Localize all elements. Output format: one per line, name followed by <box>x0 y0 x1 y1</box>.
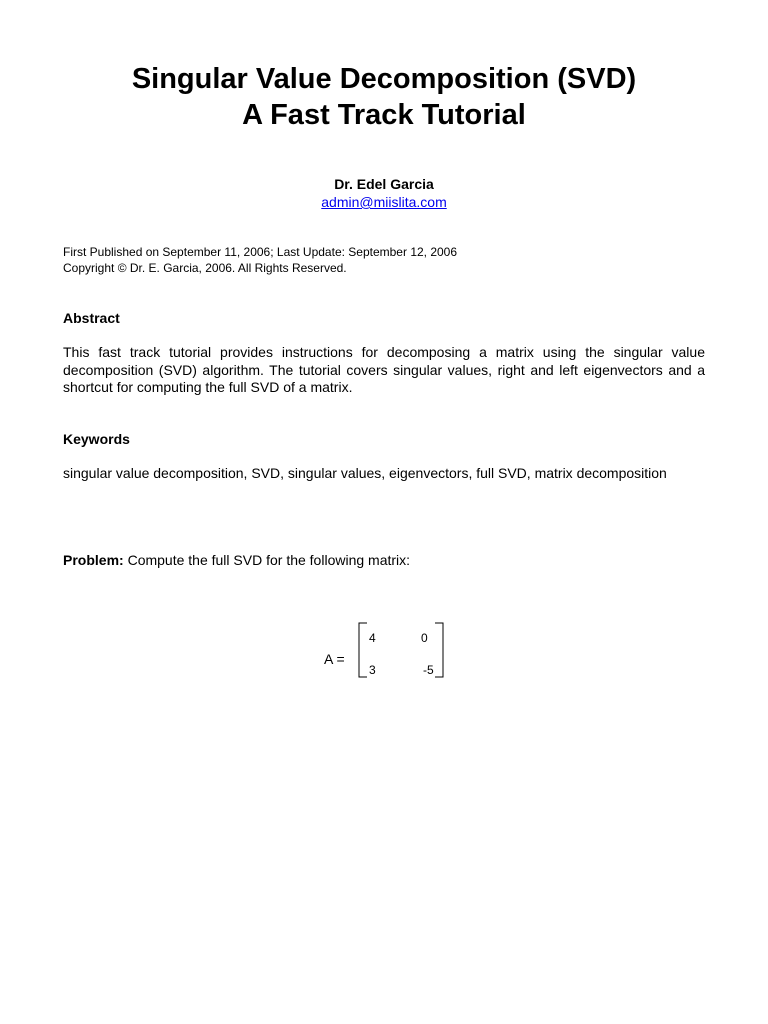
abstract-text: This fast track tutorial provides instructions for decomposing a matrix using the singular value decomposition (SVD) algorithm. The tutorial covers singular values, right and left eigenvectors and a shortcut for computing the full SVD of a matrix. <box>63 344 705 395</box>
publication-info: First Published on September 11, 2006; Last Update: September 12, 2006 <box>63 245 458 259</box>
author-email <box>0 193 768 211</box>
author-email-link[interactable]: admin@miislita.com <box>321 194 447 210</box>
author-name: Dr. Edel Garcia <box>334 176 434 192</box>
keywords-heading: Keywords <box>63 431 130 447</box>
matrix-label: A = <box>324 651 345 667</box>
matrix-cell-1-2: 0 <box>421 631 428 645</box>
keywords-text: singular value decomposition, SVD, singular values, eigenvectors, full SVD, matrix decomposition <box>63 465 667 481</box>
title-line-2: A Fast Track Tutorial <box>242 99 526 131</box>
copyright-notice: Copyright © Dr. E. Garcia, 2006. All Rights Reserved. <box>63 261 347 275</box>
problem-label: Problem: <box>63 552 124 568</box>
matrix-cell-1-1: 4 <box>369 631 376 645</box>
matrix-cell-2-1: 3 <box>369 663 376 677</box>
matrix-a <box>357 622 445 678</box>
title-line-1: Singular Value Decomposition (SVD) <box>131 63 637 95</box>
abstract-heading: Abstract <box>63 310 120 326</box>
matrix-cell-2-2: -5 <box>423 663 434 677</box>
problem-text: Compute the full SVD for the following matrix: <box>123 552 411 568</box>
problem-statement <box>63 551 410 569</box>
